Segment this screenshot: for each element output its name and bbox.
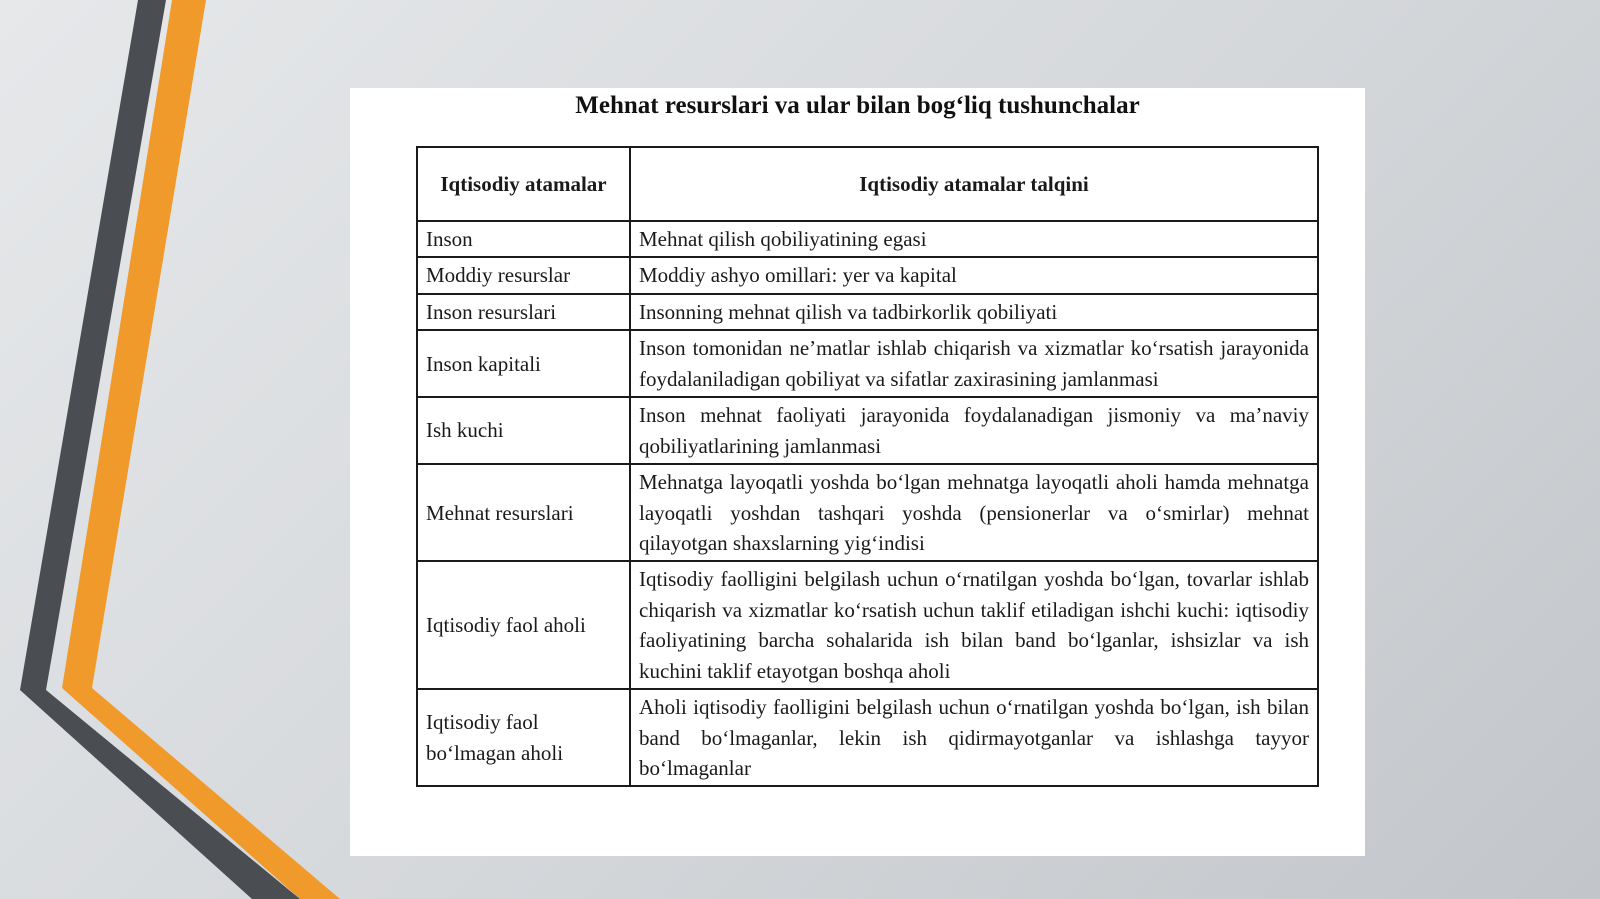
document-card	[350, 88, 1365, 856]
term-cell: Iqtisodiy faol bo‘lmagan aholi	[417, 689, 630, 786]
table-row	[417, 294, 1318, 330]
term-cell: Ish kuchi	[417, 397, 630, 464]
term-cell: Inson	[417, 221, 630, 257]
table-row	[417, 561, 1318, 689]
header-terms: Iqtisodiy atamalar	[417, 147, 630, 221]
definition-cell: Inson mehnat faoliyati jarayonida foydalanadigan jismoniy va ma’naviy qobiliyatlarining jamlanmasi	[630, 397, 1318, 464]
document-title: Mehnat resurslari va ular bilan bog‘liq tushunchalar	[575, 92, 1140, 119]
terms-table	[416, 146, 1319, 787]
table-row	[417, 397, 1318, 464]
slide-decoration	[0, 0, 360, 899]
table-row	[417, 330, 1318, 397]
header-interpretation: Iqtisodiy atamalar talqini	[630, 147, 1318, 221]
table-row	[417, 464, 1318, 561]
definition-cell: Aholi iqtisodiy faolligini belgilash uchun o‘rnatilgan yoshda bo‘lgan, ish bilan band bo‘lmaganlar, lekin ish qidirmayotganlar va ishlashga tayyor bo‘lmaganlar	[630, 689, 1318, 786]
definition-cell: Mehnatga layoqatli yoshda bo‘lgan mehnatga layoqatli aholi hamda mehnatga layoqatli yoshdan tashqari yoshda (pensionerlar va o‘smirlar) mehnat qilayotgan shaxslarning yig‘indisi	[630, 464, 1318, 561]
term-cell: Iqtisodiy faol aholi	[417, 561, 630, 689]
definition-cell: Inson tomonidan ne’matlar ishlab chiqarish va xizmatlar ko‘rsatish jarayonida foydalaniladigan qobiliyat va sifatlar zaxirasining jamlanmasi	[630, 330, 1318, 397]
table-header-row	[417, 147, 1318, 221]
term-cell: Inson resurslari	[417, 294, 630, 330]
term-cell: Mehnat resurslari	[417, 464, 630, 561]
term-cell: Moddiy resurslar	[417, 257, 630, 293]
definition-cell: Mehnat qilish qobiliyatining egasi	[630, 221, 1318, 257]
term-cell: Inson kapitali	[417, 330, 630, 397]
table-row	[417, 221, 1318, 257]
definition-cell: Insonning mehnat qilish va tadbirkorlik qobiliyati	[630, 294, 1318, 330]
definition-cell: Moddiy ashyo omillari: yer va kapital	[630, 257, 1318, 293]
table-row	[417, 689, 1318, 786]
table-row	[417, 257, 1318, 293]
definition-cell: Iqtisodiy faolligini belgilash uchun o‘rnatilgan yoshda bo‘lgan, tovarlar ishlab chiqarish va xizmatlar ko‘rsatish uchun taklif etiladigan ishchi kuchi: iqtisodiy faoliyatining barcha sohalarida ish bilan band bo‘lganlar, ishsizlar va ish kuchini taklif etayotgan boshqa aholi	[630, 561, 1318, 689]
